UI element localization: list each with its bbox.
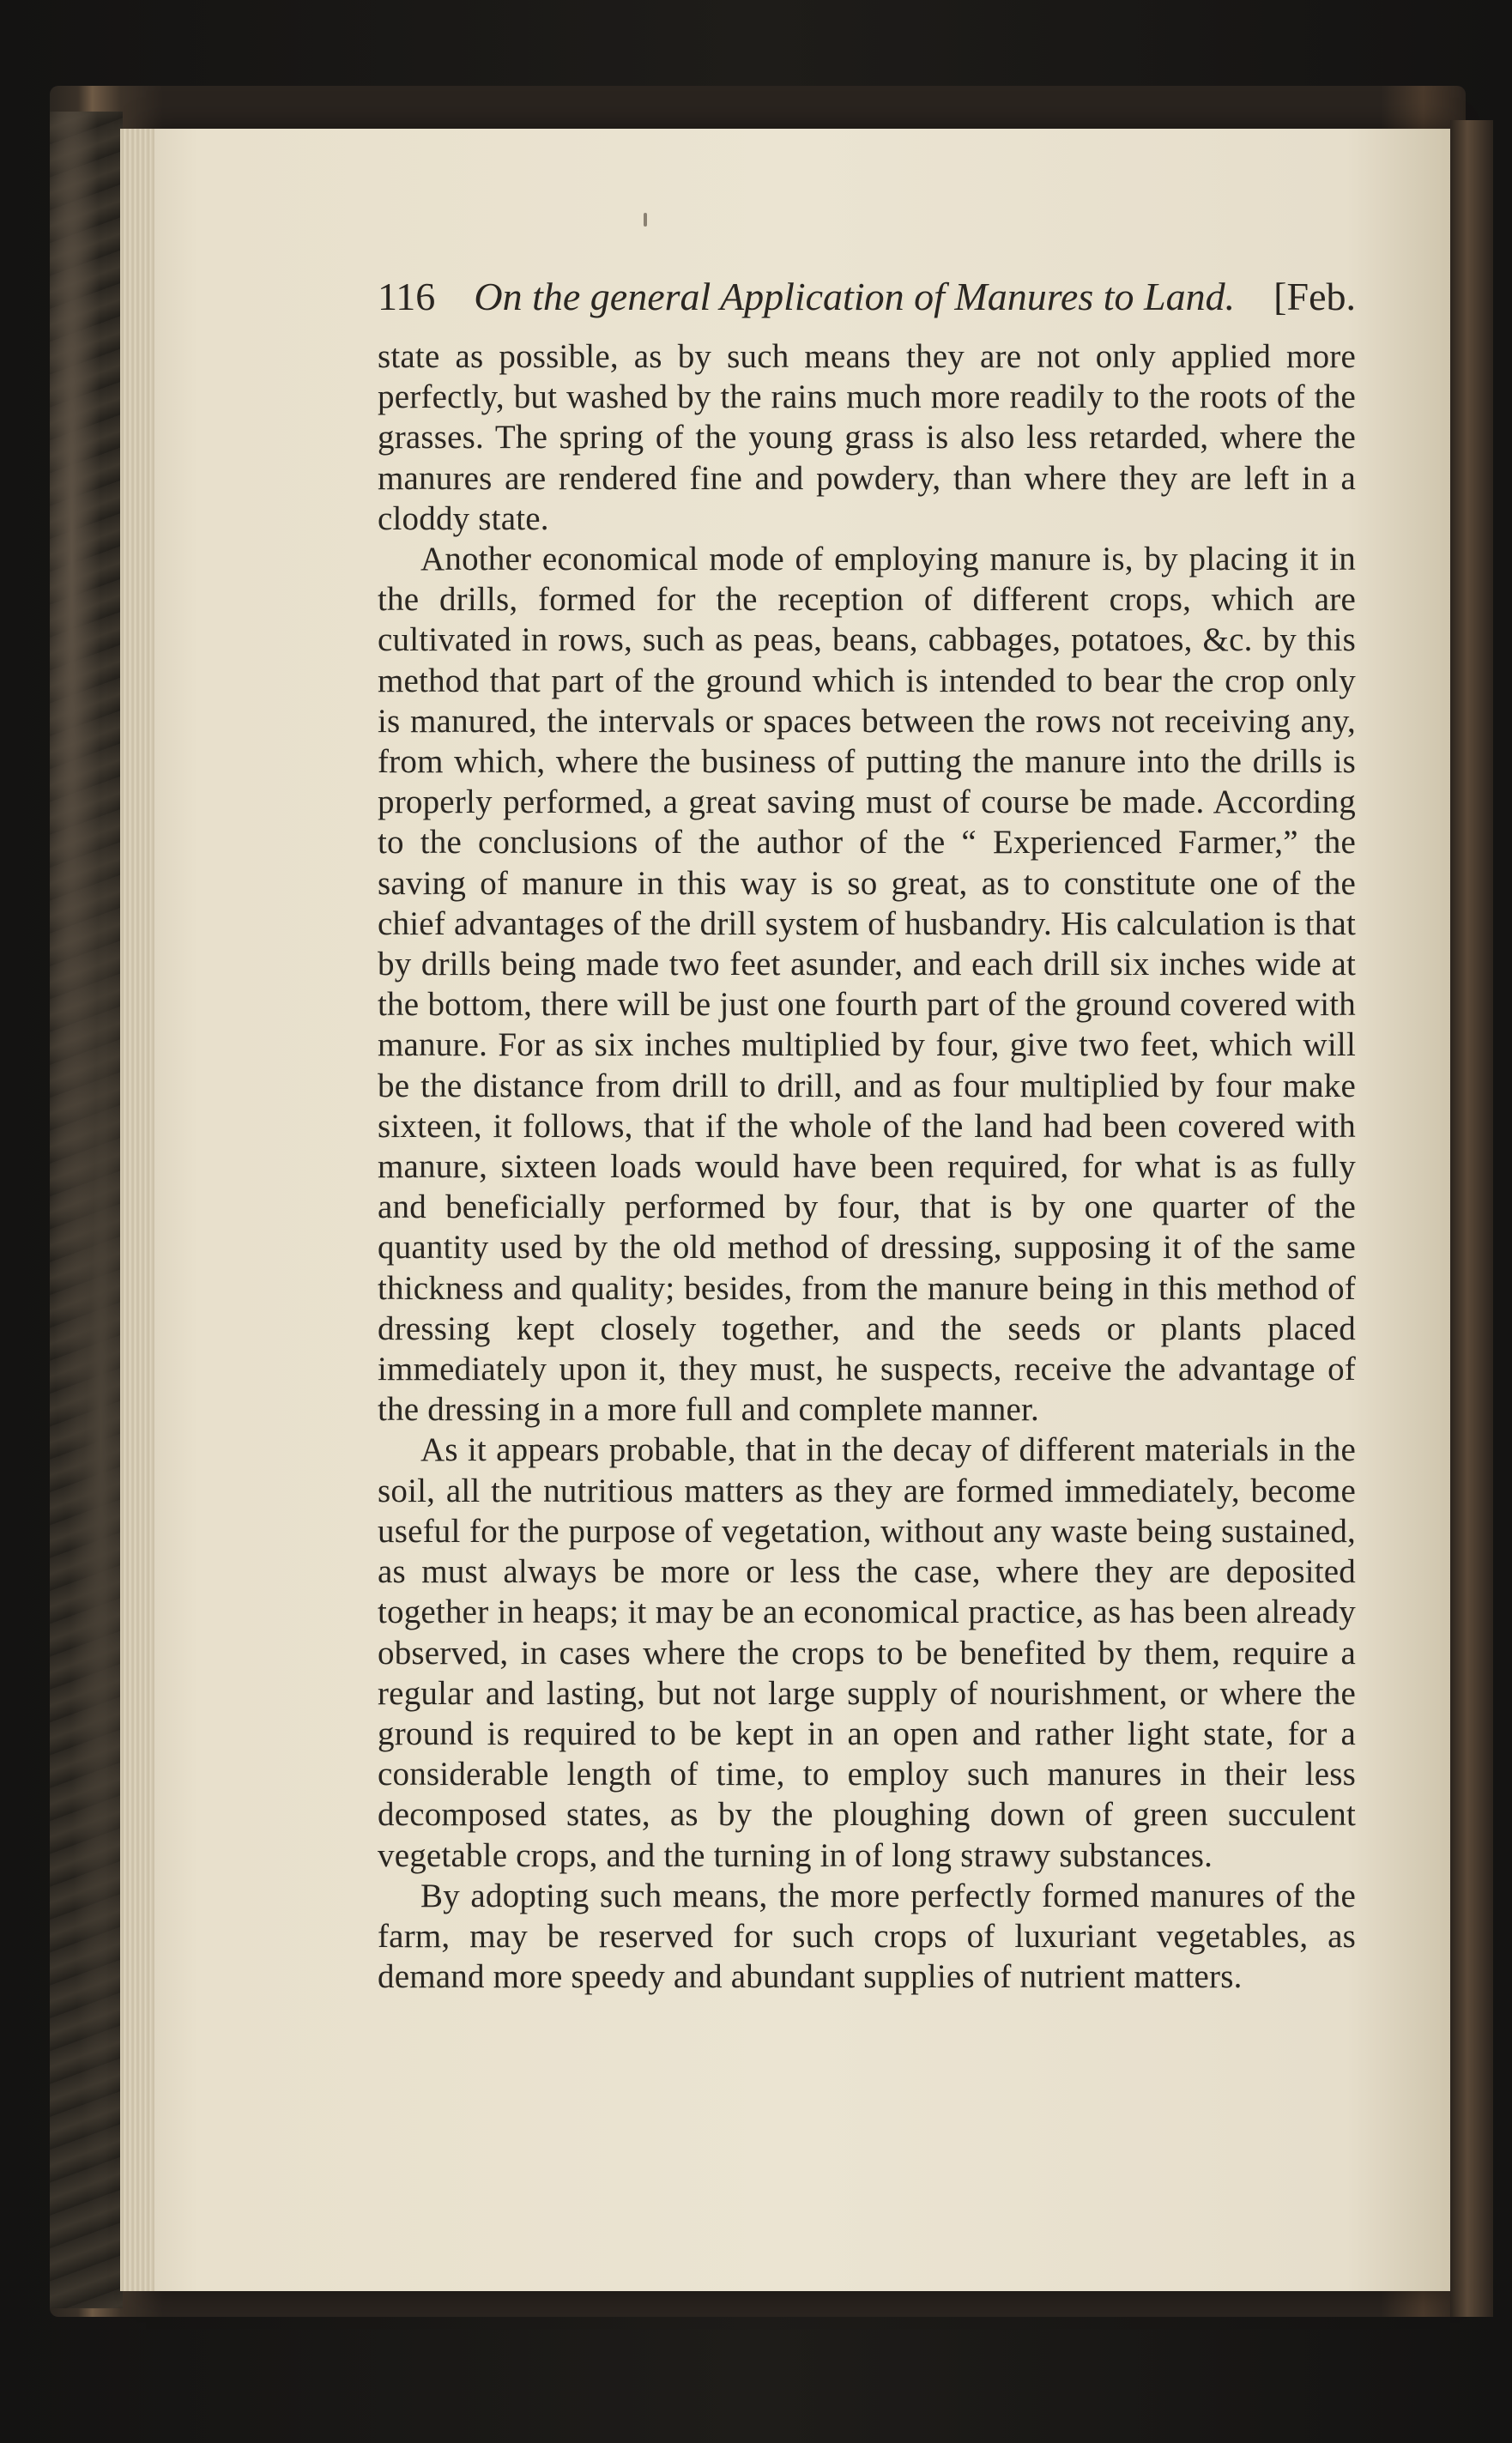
page-edges xyxy=(120,129,154,2291)
page-number: 116 xyxy=(378,275,436,318)
paragraph-3: As it appears probable, that in the decay of different materials in the soil, all the nutritious matters as they are formed immediately, become useful for the purpose of vegetation, without any waste being sustained, as must always be more or less the case, where they are deposited together in heaps; it may be an economical practice, as has been already observed, in cases where the crops to be benefited by them, require a regular and lasting, but not large supply of nourishment, or where the ground is required to be kept in an open and rather light state, for a considerable length of time, to employ such manures in their less decomposed states, as by the ploughing down of green succulent vegetable crops, and the turning in of long strawy substances. xyxy=(378,1431,1356,1874)
paragraph-1: state as possible, as by such means they are not only applied more perfectly, but washed by the rains much more readily to the roots of the grasses. The spring of the young grass is also less retarded, where the manures are rendered fine and powdery, than where they are left in a cloddy state. xyxy=(378,338,1356,537)
paragraph-4: By adopting such means, the more perfectly formed manures of the farm, may be reserved for such crops of luxuriant vegetables, as demand more speedy and abundant supplies of nutrient matters. xyxy=(378,1877,1356,1996)
page-content xyxy=(378,273,1356,1997)
marbled-cover-board xyxy=(50,112,123,2308)
ink-mark xyxy=(644,213,647,227)
right-gutter xyxy=(1450,120,1493,2317)
header-month: [Feb. xyxy=(1273,275,1356,318)
running-header xyxy=(378,273,1356,321)
paragraph-2: Another economical mode of employing manure is, by placing it in the drills, formed for the reception of different crops, which are cultivated in rows, such as peas, beans, cabbages, potatoes, &c. by this method that part of the ground which is intended to bear the crop only is manured, the intervals or spaces between the rows not receiving any, from which, where the business of putting the manure into the drills is properly performed, a great saving must of course be made. According to the conclusions of the author of the “ Experienced Farmer,” the saving of manure in this way is so great, as to constitute one of the chief advantages of the drill system of husbandry. His calculation is that by drills being made two feet asunder, and each drill six inches wide at the bottom, there will be just one fourth part of the ground covered with manure. For as six inches multiplied by four, give two feet, which will be the distance from drill to drill, and as four multiplied by four make sixteen, it follows, that if the whole of the land had been covered with manure, sixteen loads would have been required, for what is as fully and beneficially performed by four, that is by one quarter of the quantity used by the old method of dressing, supposing it of the same thickness and quality; besides, from the manure being in this method of dressing kept closely together, and the seeds or plants placed immediately upon it, they must, he suspects, receive the advantage of the dressing in a more full and complete manner. xyxy=(378,541,1356,1429)
running-title: On the general Application of Manures to Land. xyxy=(474,275,1236,318)
